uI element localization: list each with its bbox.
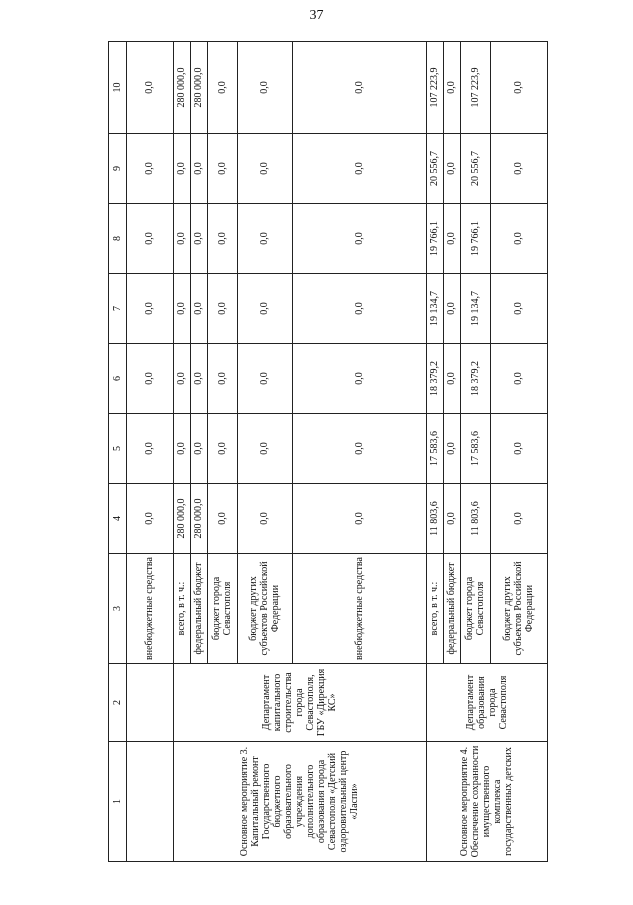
- source-cell: всего, в т. ч.:: [426, 554, 443, 664]
- value-cell: 0,0: [207, 344, 237, 414]
- value-cell: 0,0: [190, 414, 207, 484]
- source-cell: внебюджетные средства: [127, 554, 174, 664]
- value-cell: 0,0: [173, 134, 190, 204]
- rotated-table-container: [108, 42, 548, 862]
- column-header: 4: [109, 484, 127, 554]
- value-cell: 0,0: [190, 274, 207, 344]
- value-cell: 0,0: [443, 484, 460, 554]
- value-cell: 18 379,2: [426, 344, 443, 414]
- value-cell: 0,0: [292, 134, 426, 204]
- value-cell: 0,0: [237, 344, 292, 414]
- value-cell: 0,0: [490, 484, 547, 554]
- value-cell: 0,0: [190, 134, 207, 204]
- value-cell: 0,0: [490, 42, 547, 134]
- value-cell: 11 803,6: [460, 484, 490, 554]
- value-cell: 280 000,0: [190, 484, 207, 554]
- table-row: [127, 42, 174, 862]
- value-cell: 20 556,7: [460, 134, 490, 204]
- value-cell: 19 134,7: [460, 274, 490, 344]
- value-cell: 0,0: [292, 204, 426, 274]
- value-cell: 0,0: [237, 274, 292, 344]
- value-cell: 0,0: [443, 344, 460, 414]
- value-cell: 0,0: [292, 274, 426, 344]
- value-cell: 20 556,7: [426, 134, 443, 204]
- activity-name-cell: Основное мероприятие 3. Капитальный ремонт Государственного бюджетного образовательного учреждения дополнительного образования города Севастополя «Детский оздоровительный центр «Ласпи»: [173, 742, 426, 862]
- column-header: 3: [109, 554, 127, 664]
- value-cell: 0,0: [190, 204, 207, 274]
- value-cell: 0,0: [292, 484, 426, 554]
- value-cell: 0,0: [292, 42, 426, 134]
- value-cell: 0,0: [207, 274, 237, 344]
- column-number-row: [109, 42, 127, 862]
- value-cell: 280 000,0: [190, 42, 207, 134]
- value-cell: 0,0: [127, 344, 174, 414]
- source-cell: бюджет других субъектов Российской Федерации: [237, 554, 292, 664]
- source-cell: бюджет города Севастополя: [460, 554, 490, 664]
- page-number: 37: [309, 8, 324, 23]
- value-cell: 0,0: [237, 484, 292, 554]
- value-cell: 0,0: [127, 484, 174, 554]
- value-cell: 0,0: [490, 274, 547, 344]
- value-cell: 0,0: [237, 42, 292, 134]
- value-cell: 18 379,2: [460, 344, 490, 414]
- value-cell: 0,0: [207, 134, 237, 204]
- value-cell: 280 000,0: [173, 42, 190, 134]
- value-cell: 0,0: [207, 42, 237, 134]
- source-cell: бюджет других субъектов Российской Федерации: [490, 554, 547, 664]
- value-cell: 0,0: [173, 414, 190, 484]
- value-cell: 0,0: [173, 204, 190, 274]
- value-cell: 17 583,6: [426, 414, 443, 484]
- value-cell: 19 766,1: [426, 204, 443, 274]
- source-cell: внебюджетные средства: [292, 554, 426, 664]
- column-header: 9: [109, 134, 127, 204]
- activity-cell-empty: [127, 742, 174, 862]
- value-cell: 0,0: [127, 42, 174, 134]
- value-cell: 0,0: [207, 414, 237, 484]
- value-cell: 0,0: [127, 204, 174, 274]
- column-header: 8: [109, 204, 127, 274]
- value-cell: 107 223,9: [460, 42, 490, 134]
- value-cell: 11 803,6: [426, 484, 443, 554]
- value-cell: 0,0: [190, 344, 207, 414]
- value-cell: 0,0: [443, 134, 460, 204]
- value-cell: 0,0: [207, 204, 237, 274]
- value-cell: 0,0: [237, 204, 292, 274]
- value-cell: 0,0: [490, 204, 547, 274]
- budget-table: [108, 41, 548, 862]
- column-header: 10: [109, 42, 127, 134]
- value-cell: 107 223,9: [426, 42, 443, 134]
- value-cell: 0,0: [207, 484, 237, 554]
- value-cell: 0,0: [173, 274, 190, 344]
- value-cell: 0,0: [490, 414, 547, 484]
- executor-cell-empty: [127, 664, 174, 742]
- source-cell: бюджет города Севастополя: [207, 554, 237, 664]
- value-cell: 0,0: [490, 134, 547, 204]
- value-cell: 280 000,0: [173, 484, 190, 554]
- source-cell: всего, в т. ч.:: [173, 554, 190, 664]
- value-cell: 0,0: [237, 134, 292, 204]
- value-cell: 0,0: [490, 344, 547, 414]
- value-cell: 0,0: [443, 274, 460, 344]
- value-cell: 0,0: [237, 414, 292, 484]
- table-row: [426, 42, 443, 862]
- rotated-table-area: [108, 42, 548, 862]
- value-cell: 19 766,1: [460, 204, 490, 274]
- source-cell: федеральный бюджет: [443, 554, 460, 664]
- value-cell: 17 583,6: [460, 414, 490, 484]
- activity-name-cell: Основное мероприятие 4. Обеспечение сохранности имущественного комплекса государственных детских: [426, 742, 547, 862]
- value-cell: 0,0: [127, 414, 174, 484]
- column-header: 7: [109, 274, 127, 344]
- value-cell: 0,0: [127, 274, 174, 344]
- value-cell: 0,0: [292, 414, 426, 484]
- value-cell: 19 134,7: [426, 274, 443, 344]
- value-cell: 0,0: [173, 344, 190, 414]
- value-cell: 0,0: [292, 344, 426, 414]
- column-header: 5: [109, 414, 127, 484]
- executor-cell: Департамент образования города Севастополя: [426, 664, 547, 742]
- source-cell: федеральный бюджет: [190, 554, 207, 664]
- value-cell: 0,0: [443, 414, 460, 484]
- column-header: 6: [109, 344, 127, 414]
- value-cell: 0,0: [127, 134, 174, 204]
- value-cell: 0,0: [443, 42, 460, 134]
- executor-cell: Департамент капитального строительства города Севастополя, ГБУ «Дирекция КС»: [173, 664, 426, 742]
- value-cell: 0,0: [443, 204, 460, 274]
- table-row: [173, 42, 190, 862]
- column-header: 1: [109, 742, 127, 862]
- column-header: 2: [109, 664, 127, 742]
